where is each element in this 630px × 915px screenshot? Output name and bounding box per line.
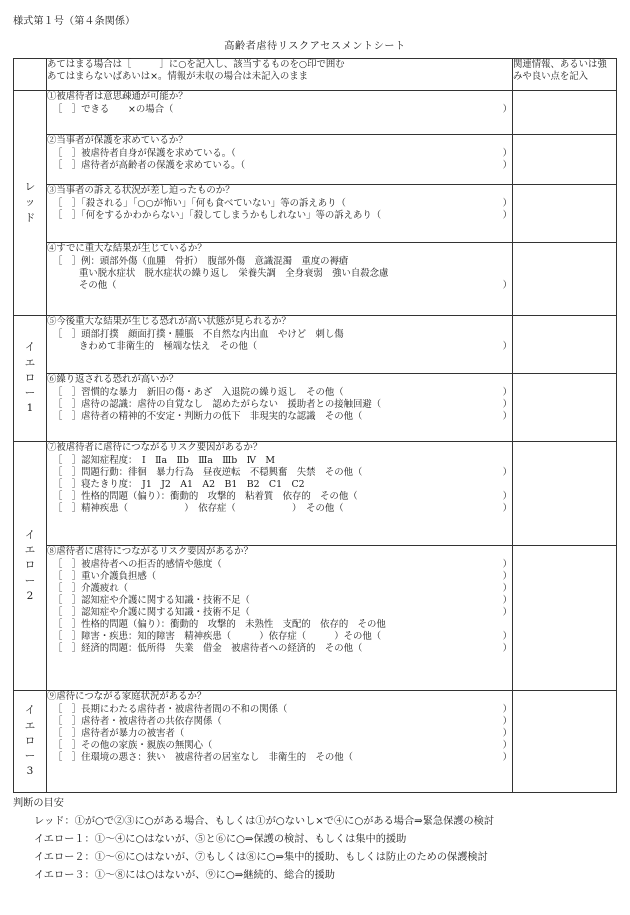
guide-line-yellow-1: イエロー１：①～④に○はないが、⑤と⑥に○⇒保護の検討、もしくは集中的援助 <box>34 834 407 846</box>
checklist-item[interactable] <box>47 268 512 280</box>
checklist-item[interactable] <box>47 148 512 160</box>
note-cell-q6[interactable] <box>513 374 617 442</box>
section-q3 <box>47 185 513 243</box>
checklist-item-text: ［ ］虐待者が暴力の被害者（ <box>53 728 185 740</box>
closing-paren: ） <box>502 559 512 571</box>
checklist-item[interactable] <box>47 455 512 467</box>
closing-paren: ） <box>502 467 512 479</box>
closing-paren: ） <box>502 571 512 583</box>
question-title: ③当事者の訴える状況が差し迫ったものか？ <box>47 185 235 196</box>
header-related-info: 関連情報、あるいは強みや良い点を記入 <box>513 59 617 91</box>
band-yellow-3: イエロー3 <box>14 691 47 793</box>
judgment-guide <box>13 797 616 887</box>
section-q8 <box>47 546 513 691</box>
checklist-item[interactable] <box>47 631 512 643</box>
checklist-item-text: その他（ <box>79 280 117 292</box>
checklist-item-text: ［ ］問題行動：徘徊 暴力行為 昼夜逆転 不穏興奮 失禁 その他（ <box>53 467 363 479</box>
closing-paren: ） <box>502 716 512 728</box>
section-q1 <box>47 91 513 135</box>
checklist-item[interactable] <box>47 387 512 399</box>
closing-paren: ） <box>502 595 512 607</box>
checklist-item-text: ［ ］「何をするかわからない」「殺してしまうかもしれない」等の訴えあり（ <box>53 210 382 222</box>
checklist-item-text: ［ ］住環境の悪さ：狭い 被虐待者の居室なし 非衛生的 その他（ <box>53 752 354 764</box>
checklist-item-text: ［ ］虐待者が高齢者の保護を求めている。（ <box>53 160 246 172</box>
band-red: レッド <box>14 91 47 316</box>
checklist-item-text: ［ ］性格的問題（偏り）：衝動的 攻撃的 未熟性 支配的 依存的 その他 <box>53 619 386 631</box>
checklist-item-text: ［ ］その他の家族・親族の無関心（ <box>53 740 213 752</box>
question-title: ⑥繰り返される恐れが高いか？ <box>47 374 179 385</box>
note-cell-q8[interactable] <box>513 546 617 691</box>
checklist-item-text: ［ ］習慣的な暴力 新旧の傷・あざ 入退院の繰り返し その他（ <box>53 387 344 399</box>
checklist-item-text: ［ ］虐待者・被虐待者の共依存関係（ <box>53 716 222 728</box>
closing-paren: ） <box>502 643 512 655</box>
closing-paren: ） <box>502 210 512 222</box>
sheet-title: 高齢者虐待リスクアセスメントシート <box>224 41 406 52</box>
header-instructions <box>47 59 513 91</box>
checklist-item[interactable] <box>47 341 512 353</box>
question-title: ④すでに重大な結果が生じているか？ <box>47 243 207 254</box>
checklist-item[interactable] <box>47 256 512 268</box>
assessment-table <box>13 58 617 793</box>
question-title: ⑦被虐待者に虐待につながるリスク要因があるか？ <box>47 442 263 453</box>
closing-paren: ） <box>502 280 512 292</box>
checklist-item-text: ［ ］被虐待者への拒否的感情や態度（ <box>53 559 222 571</box>
guide-line-yellow-3: イエロー３：①～⑧には○はないが、⑨に○⇒継続的、総合的援助 <box>34 870 335 882</box>
checklist-item[interactable] <box>47 619 512 631</box>
question-title: ②当事者が保護を求めているか？ <box>47 135 188 146</box>
checklist-item-text: ［ ］認知症や介護に関する知識・技術不足（ <box>53 607 250 619</box>
section-q5 <box>47 316 513 374</box>
checklist-item[interactable] <box>47 210 512 222</box>
closing-paren: ） <box>502 491 512 503</box>
closing-paren: ） <box>502 399 512 411</box>
checklist-item[interactable] <box>47 704 512 716</box>
checklist-item[interactable] <box>47 329 512 341</box>
row-q7 <box>14 442 617 546</box>
header-band-cell <box>14 59 47 91</box>
note-cell-q5[interactable] <box>513 316 617 374</box>
closing-paren: ） <box>502 160 512 172</box>
checklist-item-text: ［ ］性格的問題（偏り）：衝動的 攻撃的 粘着質 依存的 その他（ <box>53 491 358 503</box>
guide-line-yellow-2: イエロー２：①～⑥に○はないが、⑦もしくは⑧に○⇒集中的援助、もしくは防止のための保護検討 <box>34 852 488 864</box>
checklist-item[interactable] <box>47 728 512 740</box>
closing-paren: ） <box>502 740 512 752</box>
checklist-item-text: ［ ］被虐待者自身が保護を求めている。（ <box>53 148 236 160</box>
note-cell-q1[interactable] <box>513 91 617 135</box>
checklist-item-text: ［ ］認知症程度： Ⅰ Ⅱa Ⅱb Ⅲa Ⅲb Ⅳ M <box>53 455 275 467</box>
checklist-item-text: ［ ］障害・疾患：知的障害 精神疾患（ ）依存症（ ）その他（ <box>53 631 382 643</box>
checklist-item-text: ［ ］寝たきり度： J1 J2 A1 A2 B1 B2 C1 C2 <box>53 479 305 491</box>
row-q3 <box>14 185 617 243</box>
closing-paren: ） <box>502 411 512 423</box>
checklist-item-text: ［ ］経済的問題：低所得 失業 借金 被虐待者への経済的 その他（ <box>53 643 363 655</box>
guide-title: 判断の目安 <box>13 798 64 809</box>
checklist-item[interactable] <box>47 479 512 491</box>
checklist-item-text: ［ ］介護疲れ（ <box>53 583 129 595</box>
closing-paren: ） <box>502 341 512 353</box>
closing-paren: ） <box>502 752 512 764</box>
checklist-item-text: 重い脱水症状 脱水症状の繰り返し 栄養失調 全身衰弱 強い自殺念慮 <box>79 268 389 280</box>
checklist-item-text: ［ ］認知症や介護に関する知識・技術不足（ <box>53 595 250 607</box>
closing-paren <box>502 329 512 341</box>
checklist-item-text: ［ ］精神疾患（ ） 依存症（ ） その他（ <box>53 503 344 515</box>
closing-paren: ） <box>502 104 512 116</box>
checklist-item[interactable] <box>47 104 512 116</box>
section-q4 <box>47 243 513 316</box>
note-cell-q4[interactable] <box>513 243 617 316</box>
closing-paren: ） <box>502 631 512 643</box>
section-q7 <box>47 442 513 546</box>
note-cell-q2[interactable] <box>513 135 617 185</box>
checklist-item[interactable] <box>47 716 512 728</box>
checklist-item-text: ［ ］例：頭部外傷（血腫 骨折） 腹部外傷 意識混濁 重度の褥瘡 <box>53 256 349 268</box>
closing-paren: ） <box>502 503 512 515</box>
instruction-line: あてはまる場合は［ ］に○を記入し、該当するものを○印で囲む <box>47 59 345 70</box>
checklist-item-text: きわめて非衛生的 極端な怯え その他（ <box>79 341 258 353</box>
closing-paren <box>502 619 512 631</box>
checklist-item-text: ［ ］「殺される」「○○が怖い」「何も食べていない」等の訴えあり（ <box>53 198 346 210</box>
checklist-item[interactable] <box>47 198 512 210</box>
closing-paren: ） <box>502 704 512 716</box>
checklist-item[interactable] <box>47 740 512 752</box>
checklist-item[interactable] <box>47 491 512 503</box>
closing-paren: ） <box>502 583 512 595</box>
checklist-item-text: ［ ］できる ×の場合（ <box>53 104 174 116</box>
row-q5 <box>14 316 617 374</box>
section-q6 <box>47 374 513 442</box>
checklist-item-text: ［ ］頭部打撲 顔面打撲・腫脹 不自然な内出血 やけど 刺し傷 <box>53 329 344 341</box>
checklist-item[interactable] <box>47 583 512 595</box>
row-q8 <box>14 546 617 691</box>
checklist-item-text: ［ ］虐待の認識：虐待の自覚なし 認めたがらない 援助者との接触回避（ <box>53 399 382 411</box>
row-q9 <box>14 691 617 793</box>
band-yellow-2: イエロー2 <box>14 442 47 691</box>
question-title: ①被虐待者は意思疎通が可能か？ <box>47 91 188 102</box>
checklist-item-text: ［ ］虐待者の精神的不安定・判断力の低下 非現実的な認識 その他（ <box>53 411 363 423</box>
row-q4 <box>14 243 617 316</box>
guide-line-red: レッド：①が○で②③に○がある場合、もしくは①が○ないし×で④に○がある場合⇒緊急保護の検討 <box>34 816 495 828</box>
row-q6 <box>14 374 617 442</box>
closing-paren: ） <box>502 387 512 399</box>
note-cell-q3[interactable] <box>513 185 617 243</box>
closing-paren: ） <box>502 148 512 160</box>
section-q9 <box>47 691 513 793</box>
note-cell-q7[interactable] <box>513 442 617 546</box>
closing-paren <box>502 256 512 268</box>
question-title: ⑨虐待につながる家庭状況があるか？ <box>47 691 207 702</box>
checklist-item[interactable] <box>47 571 512 583</box>
checklist-item[interactable] <box>47 559 512 571</box>
checklist-item[interactable] <box>47 399 512 411</box>
note-cell-q9[interactable] <box>513 691 617 793</box>
question-title: ⑤今後重大な結果が生じる恐れが高い状態が見られるか？ <box>47 316 291 327</box>
checklist-item[interactable] <box>47 595 512 607</box>
closing-paren: ） <box>502 607 512 619</box>
closing-paren: ） <box>502 728 512 740</box>
band-yellow-1: イエロー1 <box>14 316 47 442</box>
header-row <box>14 59 617 91</box>
closing-paren: ） <box>502 198 512 210</box>
row-q1 <box>14 91 617 135</box>
closing-paren <box>502 455 512 467</box>
section-q2 <box>47 135 513 185</box>
checklist-item[interactable] <box>47 467 512 479</box>
row-q2 <box>14 135 617 185</box>
question-title: ⑧虐待者に虐待につながるリスク要因があるか？ <box>47 546 253 557</box>
checklist-item[interactable] <box>47 503 512 515</box>
form-number: 様式第１号（第４条関係） <box>13 16 136 27</box>
closing-paren <box>502 268 512 280</box>
checklist-item-text: ［ ］重い介護負担感（ <box>53 571 157 583</box>
checklist-item-text: ［ ］長期にわたる虐待者・被虐待者間の不和の関係（ <box>53 704 288 716</box>
instruction-line: あてはまらないばあいは×。情報が未収の場合は未記入のまま <box>47 71 308 83</box>
checklist-item[interactable] <box>47 643 512 655</box>
closing-paren <box>502 479 512 491</box>
checklist-item[interactable] <box>47 607 512 619</box>
checklist-item[interactable] <box>47 411 512 423</box>
checklist-item[interactable] <box>47 752 512 764</box>
checklist-item[interactable] <box>47 280 512 292</box>
checklist-item[interactable] <box>47 160 512 172</box>
